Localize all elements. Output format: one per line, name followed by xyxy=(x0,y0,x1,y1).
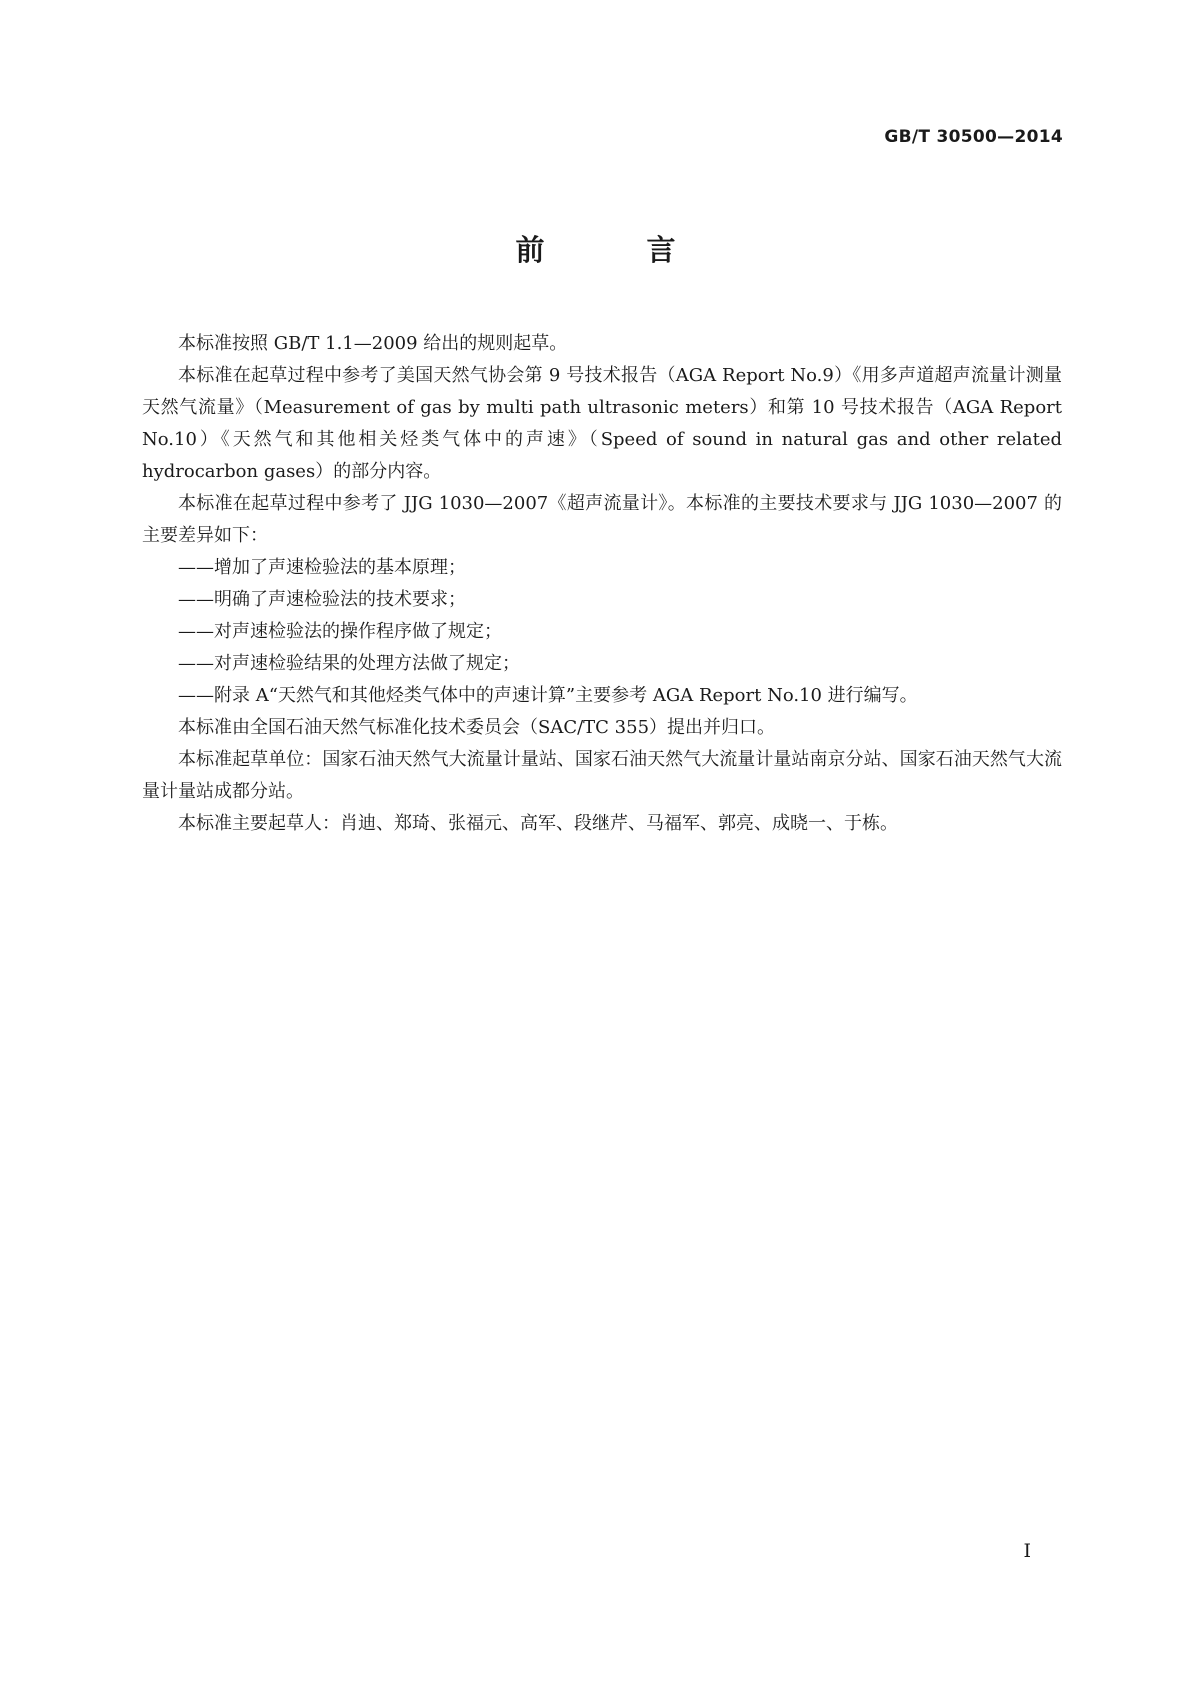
paragraph: 本标准由全国石油天然气标准化技术委员会（SAC/TC 355）提出并归口。 xyxy=(178,717,776,738)
list-item: ——对声速检验法的操作程序做了规定； xyxy=(178,621,502,642)
paragraph: 本标准在起草过程中参考了 JJG 1030—2007《超声流量计》。本标准的主要技术要求与 JJG 1030—2007 的主要差异如下： xyxy=(142,493,1062,546)
page-title: 前 言 xyxy=(515,233,722,267)
standard-number: GB/T 30500—2014 xyxy=(884,127,1063,147)
paragraph: 本标准主要起草人：肖迪、郑琦、张福元、高军、段继芹、马福军、郭亮、成晓一、于栋。 xyxy=(178,813,898,834)
paragraph: 本标准按照 GB/T 1.1—2009 给出的规则起草。 xyxy=(178,333,568,354)
list-item: ——明确了声速检验法的技术要求； xyxy=(178,589,466,610)
list-item: ——附录 A“天然气和其他烃类气体中的声速计算”主要参考 AGA Report No.10 进行编写。 xyxy=(178,685,918,706)
page-number: I xyxy=(1023,1540,1031,1562)
differences-list xyxy=(142,552,1062,712)
list-item: ——增加了声速检验法的基本原理； xyxy=(178,557,466,578)
list-item: ——对声速检验结果的处理方法做了规定； xyxy=(178,653,520,674)
foreword-body xyxy=(142,328,1062,840)
paragraph: 本标准起草单位：国家石油天然气大流量计量站、国家石油天然气大流量计量站南京分站、国家石油天然气大流量计量站成都分站。 xyxy=(142,749,1062,802)
paragraph: 本标准在起草过程中参考了美国天然气协会第 9 号技术报告（AGA Report No.9）《用多声道超声流量计测量天然气流量》（Measurement of gas by multi path ultrasonic meters）和第 10 号技术报告（AGA Report No.10）《天然气和其他相关烃类气体中的声速》（Speed of sound in natural gas and other related hydrocarbon gases）的部分内容。 xyxy=(142,365,1062,482)
